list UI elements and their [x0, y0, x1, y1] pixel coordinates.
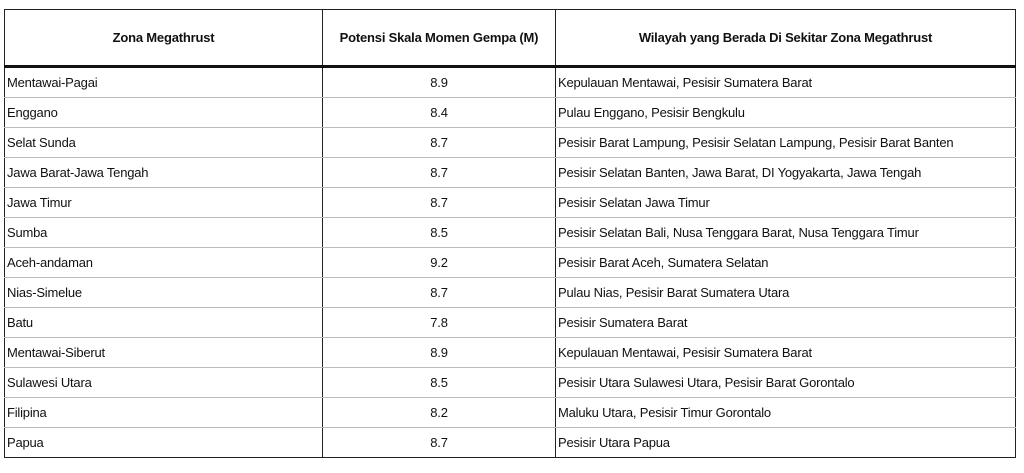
cell-skala: 8.7 — [323, 158, 556, 188]
cell-wilayah: Pesisir Utara Papua — [556, 428, 1016, 458]
cell-zona: Mentawai-Pagai — [5, 67, 323, 98]
table-row — [5, 67, 1016, 98]
table-row — [5, 158, 1016, 188]
cell-skala: 8.7 — [323, 278, 556, 308]
cell-wilayah: Maluku Utara, Pesisir Timur Gorontalo — [556, 398, 1016, 428]
cell-zona: Filipina — [5, 398, 323, 428]
header-zona: Zona Megathrust — [5, 10, 323, 67]
cell-zona: Sumba — [5, 218, 323, 248]
cell-skala: 8.5 — [323, 368, 556, 398]
header-skala: Potensi Skala Momen Gempa (M) — [323, 10, 556, 67]
table-row — [5, 338, 1016, 368]
megathrust-table-container — [4, 9, 1015, 458]
cell-zona: Selat Sunda — [5, 128, 323, 158]
cell-skala: 8.4 — [323, 98, 556, 128]
cell-skala: 8.9 — [323, 67, 556, 98]
cell-wilayah: Kepulauan Mentawai, Pesisir Sumatera Barat — [556, 338, 1016, 368]
table-row — [5, 218, 1016, 248]
table-row — [5, 398, 1016, 428]
cell-wilayah: Pulau Nias, Pesisir Barat Sumatera Utara — [556, 278, 1016, 308]
table-row — [5, 278, 1016, 308]
cell-wilayah: Pesisir Utara Sulawesi Utara, Pesisir Barat Gorontalo — [556, 368, 1016, 398]
table-row — [5, 428, 1016, 458]
cell-wilayah: Kepulauan Mentawai, Pesisir Sumatera Barat — [556, 67, 1016, 98]
cell-wilayah: Pesisir Barat Lampung, Pesisir Selatan Lampung, Pesisir Barat Banten — [556, 128, 1016, 158]
table-row — [5, 98, 1016, 128]
cell-zona: Enggano — [5, 98, 323, 128]
cell-skala: 9.2 — [323, 248, 556, 278]
cell-wilayah: Pesisir Selatan Jawa Timur — [556, 188, 1016, 218]
table-row — [5, 128, 1016, 158]
cell-skala: 8.7 — [323, 428, 556, 458]
cell-skala: 8.7 — [323, 128, 556, 158]
cell-wilayah: Pesisir Selatan Bali, Nusa Tenggara Barat, Nusa Tenggara Timur — [556, 218, 1016, 248]
cell-zona: Sulawesi Utara — [5, 368, 323, 398]
table-row — [5, 308, 1016, 338]
megathrust-table — [4, 9, 1016, 458]
cell-zona: Jawa Timur — [5, 188, 323, 218]
cell-zona: Batu — [5, 308, 323, 338]
cell-wilayah: Pesisir Selatan Banten, Jawa Barat, DI Yogyakarta, Jawa Tengah — [556, 158, 1016, 188]
table-body — [5, 67, 1016, 458]
header-wilayah: Wilayah yang Berada Di Sekitar Zona Megathrust — [556, 10, 1016, 67]
cell-skala: 8.9 — [323, 338, 556, 368]
cell-wilayah: Pesisir Barat Aceh, Sumatera Selatan — [556, 248, 1016, 278]
cell-zona: Aceh-andaman — [5, 248, 323, 278]
cell-zona: Nias-Simelue — [5, 278, 323, 308]
cell-skala: 8.5 — [323, 218, 556, 248]
cell-zona: Mentawai-Siberut — [5, 338, 323, 368]
table-row — [5, 368, 1016, 398]
table-row — [5, 248, 1016, 278]
cell-wilayah: Pulau Enggano, Pesisir Bengkulu — [556, 98, 1016, 128]
cell-skala: 7.8 — [323, 308, 556, 338]
cell-skala: 8.7 — [323, 188, 556, 218]
cell-zona: Papua — [5, 428, 323, 458]
cell-skala: 8.2 — [323, 398, 556, 428]
cell-zona: Jawa Barat-Jawa Tengah — [5, 158, 323, 188]
cell-wilayah: Pesisir Sumatera Barat — [556, 308, 1016, 338]
table-header-row — [5, 10, 1016, 67]
table-row — [5, 188, 1016, 218]
